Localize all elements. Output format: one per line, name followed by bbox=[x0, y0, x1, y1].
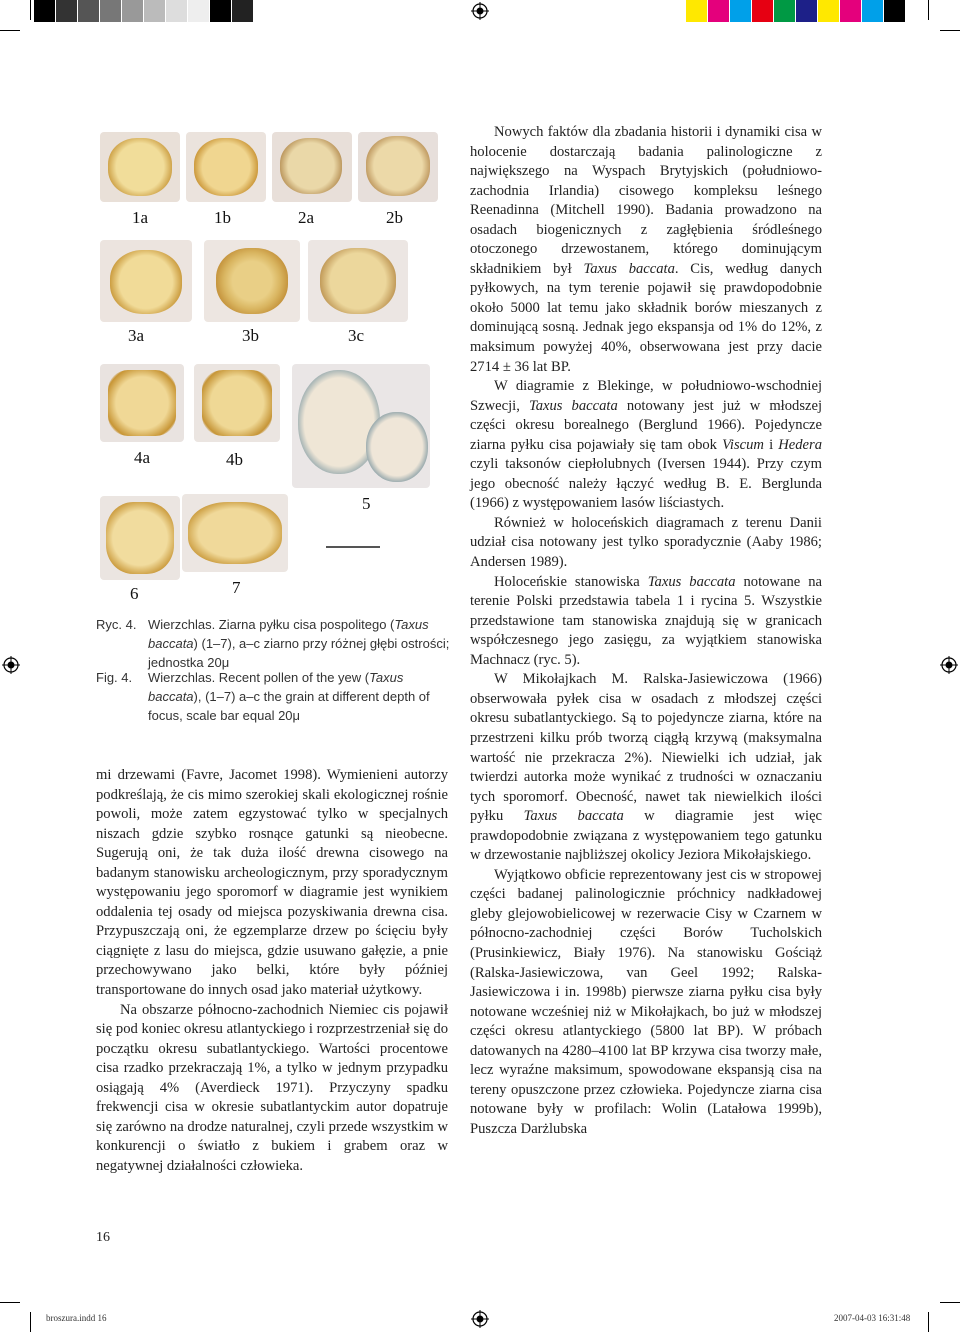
pollen-photo-1b bbox=[186, 132, 266, 202]
color-swatch bbox=[56, 0, 78, 22]
figure-label-4b: 4b bbox=[226, 450, 243, 469]
pollen-figure bbox=[96, 128, 436, 608]
figure-label-3c: 3c bbox=[348, 326, 365, 345]
color-swatch bbox=[686, 0, 708, 22]
pollen-photo-4b bbox=[194, 364, 280, 442]
pollen-photo-4a bbox=[100, 364, 184, 442]
paragraph: W diagramie z Blekinge, w południowo-wschodniej Szwecji, Taxus baccata notowany jest już w młodszej części okresu borealnego (Berglund 1966). Pojedyncze ziarna pyłku cisa pojawiały się tam obok Viscum i Hedera czyli taksonów ciepłolubnych (Iversen 1944). Przy czym jego obecność należy łączyć według B. E. Berglunda (1966) z występowaniem lasów liściastych. bbox=[470, 378, 823, 512]
footer-file: broszura.indd 16 bbox=[46, 1313, 107, 1323]
color-swatch bbox=[122, 0, 144, 22]
pollen-photo-1a bbox=[100, 132, 180, 202]
figure-caption-pl bbox=[96, 615, 452, 672]
color-swatch bbox=[840, 0, 862, 22]
left-column bbox=[96, 766, 448, 1176]
pollen-photo-2a bbox=[272, 132, 352, 202]
crop-mark bbox=[928, 0, 929, 20]
figure-label-4a: 4a bbox=[134, 448, 151, 467]
figure-label-3b: 3b bbox=[242, 326, 259, 345]
caption-text-en: Wierzchlas. Recent pollen of the yew (Taxus baccata), (1–7) a–c the grain at different depth of focus, scale bar equal 20μ bbox=[148, 670, 430, 723]
color-swatch bbox=[166, 0, 188, 22]
crop-mark bbox=[0, 30, 20, 31]
color-swatch bbox=[232, 0, 254, 22]
paragraph: Na obszarze północno-zachodnich Niemiec cis pojawił się pod koniec okresu atlantyckiego i rozprzestrzeniał się do początku okresu subatlantyckiego. Wartości procentowe cisa rzadko przekraczają 1%, a tylko w jednym przypadku osiągają 4% (Averdieck 1971). Przyczyny spadku frekwencji cisa w okresie subatlantyckim autor dopatruje się zarówno na drodze naturalnej, czyli przede wszystkim w konkurencji o światło z bukiem i grabem oraz w negatywnej działalności człowieka. bbox=[96, 1001, 448, 1174]
color-swatch bbox=[34, 0, 56, 22]
color-swatch bbox=[730, 0, 752, 22]
registration-mark-right-icon bbox=[940, 656, 958, 674]
crop-mark bbox=[30, 0, 31, 20]
figure-label-7: 7 bbox=[232, 578, 241, 597]
caption-label-pl: Ryc. 4. bbox=[96, 617, 137, 632]
scale-bar bbox=[326, 546, 380, 548]
paragraph: W Mikołajkach M. Ralska-Jasiewiczowa (1966) obserwowała pyłek cisa w osadach z młodszej części okresu subatlantyckiego. Są to pojedyncze ziarna, które na przestrzeni kilku prób tworzą ciągłą krzywą (maksymalna wartość nie przekracza 2%). Niewielki ich udział, jak twierdzi autorka może wynikać z trudności w oznaczaniu tych sporomorf. Obecność, nawet tak niewielkich ilości pyłku Taxus baccata w diagramie jest więc prawdopodobnie związana z występowaniem tego gatunku w drzewostanie najbliższej okolicy Jeziora Mikołajskiego. bbox=[470, 671, 823, 864]
figure-label-6: 6 bbox=[130, 584, 139, 603]
color-swatch bbox=[144, 0, 166, 22]
figure-label-2b: 2b bbox=[386, 208, 403, 227]
figure-label-2a: 2a bbox=[298, 208, 315, 227]
pollen-photo-3b bbox=[204, 240, 300, 322]
registration-mark-bottom-icon bbox=[471, 1310, 489, 1328]
caption-text-pl: Wierzchlas. Ziarna pyłku cisa pospolitego (Taxus baccata) (1–7), a–c ziarno przy różnej głębi ostrości; jednostka 20μ bbox=[148, 617, 450, 670]
registration-mark-top-icon bbox=[471, 2, 489, 20]
crop-mark bbox=[928, 1312, 929, 1332]
color-bar-left bbox=[34, 0, 254, 22]
paragraph: mi drzewami (Favre, Jacomet 1998). Wymienieni autorzy podkreślają, że cis mimo szerokiej skali ekologicznej rośnie powoli, może zatem egzystować tylko w specjalnych niszach gdzie szybko rosnące gatunki są nieobecne. Sugerują oni, że tak duża ilość drewna cisowego na badanym stanowisku archeologicznym, przy sporadycznym występowaniu jego sporomorf w diagramie jest wynikiem oddalenia tej osady od miejsca pozyskiwania drewna cisa. Przypuszczają oni, że egzemplarze drzew po ścięciu były ciągnięte z lasu do miejsca, gdzie usuwano gałęzie, a pnie przechowywano jako belki, które były później transportowane do innych osad jako materiał użytkowy. bbox=[96, 767, 448, 999]
crop-mark bbox=[30, 1312, 31, 1332]
pollen-photo-7 bbox=[182, 494, 288, 572]
figure-label-5: 5 bbox=[362, 494, 371, 513]
crop-mark bbox=[940, 1302, 960, 1303]
footer-timestamp: 2007-04-03 16:31:48 bbox=[834, 1313, 911, 1323]
pollen-photo-6 bbox=[100, 496, 180, 580]
figure-label-3a: 3a bbox=[128, 326, 145, 345]
pollen-photo-5 bbox=[292, 364, 430, 488]
color-swatch bbox=[774, 0, 796, 22]
figure-label-1b: 1b bbox=[214, 208, 231, 227]
figure-label-1a: 1a bbox=[132, 208, 149, 227]
figure-caption-en bbox=[96, 668, 452, 725]
caption-label-en: Fig. 4. bbox=[96, 670, 133, 685]
color-swatch bbox=[818, 0, 840, 22]
page-number: 16 bbox=[96, 1230, 110, 1245]
paragraph: Wyjątkowo obficie reprezentowany jest cis w stropowej części badanej palinologicznie próchnicy nadkładowej gleby glejowobielicowej w rezerwacie Cisy w Czarnem w północno-zachodniej części Borów Tucholskich (Prusinkiewicz, Biały 1976). Na stanowisku Gościąż (Ralska-Jasiewiczowa, van Geel 1992; Ralska-Jasiewiczowa i in. 1998b) pierwsze ziarna pyłku cisa były notowane wcześniej niż w Mikołajkach, bo już w młodszej części okresu atlantyckiego (5800 lat BP). W próbach datowanych na 4280–4100 lat BP krzywa cisa tworzy małe, lecz wyraźne maksimum, spowodowane ekspansją cisa na tereny opuszczone przez człowieka. Pojedyncze ziarna cisa notowane były w profilach: Wolin (Latałowa 1999b), Puszcza Darżlubska bbox=[470, 866, 822, 1137]
paragraph: Holoceńskie stanowiska Taxus baccata notowane na terenie Polski przedstawia tabela 1 i rycina 5. Wszystkie przedstawione tam stanowiska znajdują się w granicach współczesnego jego zasięgu, za wyjątkiem stanowiska Machnacz (ryc. 5). bbox=[470, 573, 822, 668]
registration-mark-left-icon bbox=[2, 656, 20, 674]
paragraph: Nowych faktów dla zbadania historii i dynamiki cisa w holocenie dostarczają badania palinologiczne z największego na Wyspach Brytyjskich (południowo-zachodnia Irlandia) cisowego kompleksu leśnego Reenadinna (Mitchell 1990). Badania prowadzono na osadach biogenicznych z zagłębienia śródleśnego otoczonego drzewostanem, którego dominującym składnikiem był Taxus baccata. Cis, według danych pyłkowych, na tym terenie pojawił się prawdopodobnie około 5000 lat temu jako składnik borów mieszanych z dominującą sosną. Jednak jego ekspansja od 1% do 12%, z maksimum powyżej 40%, obserwowana jest przy dacie 2714 ± 36 lat BP. bbox=[470, 124, 822, 375]
color-swatch bbox=[188, 0, 210, 22]
crop-mark bbox=[0, 1302, 20, 1303]
right-column bbox=[470, 123, 822, 1139]
pollen-photo-3a bbox=[100, 240, 192, 322]
pollen-photo-2b bbox=[358, 132, 438, 202]
paragraph: Również w holoceńskich diagramach z terenu Danii udział cisa notowany jest tylko sporadycznie (Aaby 1986; Andersen 1989). bbox=[470, 514, 822, 571]
color-swatch bbox=[210, 0, 232, 22]
pollen-photo-3c bbox=[308, 240, 408, 322]
color-swatch bbox=[862, 0, 884, 22]
color-swatch bbox=[100, 0, 122, 22]
color-swatch bbox=[708, 0, 730, 22]
color-swatch bbox=[78, 0, 100, 22]
crop-mark bbox=[940, 30, 960, 31]
color-swatch bbox=[752, 0, 774, 22]
color-swatch bbox=[884, 0, 906, 22]
color-bar-right bbox=[686, 0, 906, 22]
color-swatch bbox=[796, 0, 818, 22]
